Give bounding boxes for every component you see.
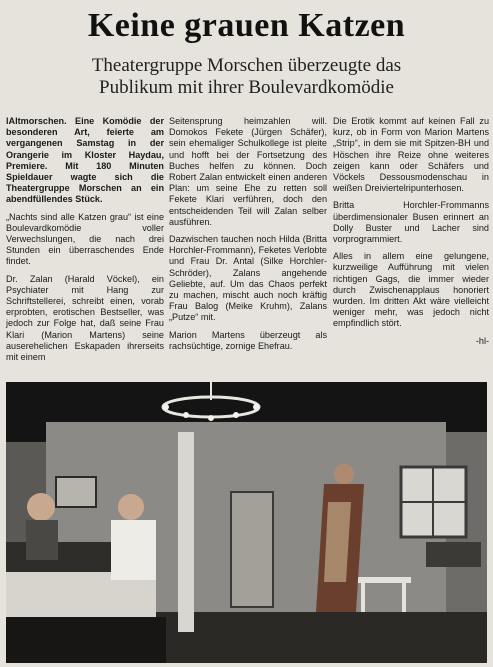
lead-paragraph: lAltmorschen. Eine Komödie der besonderen Art, feierte am vergangenen Samstag in der Orangerie im Kloster Haydau, Premiere. Mit 180 Minuten Spieldauer wagte sich die Theatergruppe Morschen an ein abendfüllendes Stück. bbox=[6, 116, 164, 205]
paragraph: Die Erotik kommt auf keinen Fall zu kurz, ob in Form von Marion Martens „Strip“, in dem sie mit Spitzen-BH und Höschen ihre Reize ohne weiteres zeigen kann oder Schäfers und Vöckels Dessousmodenschau in weißen Dreiviertelripunterhosen. bbox=[333, 116, 489, 194]
paragraph: Marion Martens überzeugt als rachsüchtige, zornige Ehefrau. bbox=[169, 329, 327, 351]
stage-photo-illustration bbox=[6, 382, 487, 663]
subheadline-line-1: Theatergruppe Morschen überzeugte das bbox=[91, 55, 402, 76]
paragraph: „Nachts sind alle Katzen grau“ ist eine Boulevardkomödie voller Verwechslungen, die nach drei Stunden ein überraschendes Ende findet. bbox=[6, 211, 164, 267]
paragraph: Seitensprung heimzahlen will. Domokos Fekete (Jürgen Schäfer), sein ehemaliger Schulkollege ist pleite und hofft bei der Fortsetzung des Buches helfen zu können. Doch Robert Zalan entwickelt einen anderen Plan: um seine Ehe zu retten soll Fekete Klari verführen, doch den entscheidenden Teil will Zalan selber ausführen. bbox=[169, 116, 327, 227]
article-column-3 bbox=[333, 116, 489, 353]
subheadline-line-2: Publikum mit ihrer Boulevardkomödie bbox=[99, 77, 394, 98]
paragraph: Dr. Zalan (Harald Vöckel), ein Psychiater mit Hang zur Schriftstellerei, schreibt einen, vorab erprobten, erotischen Bestseller, was jedoch zur Folge hat, daß seine Frau Klari (Marion Martens) seine auserehelichen Eskapaden ihrerseits mit einem bbox=[6, 273, 164, 363]
paragraph: Dazwischen tauchen noch Hilda (Britta Horchler-Frommann), Feketes Verlobte und Frau Dr. Antal (Silke Horchler-Schröder), Zalans angehende Geliebte, auf. Um das Chaos perfekt zu machen, mischt auch noch kräftig Frau Balog (Meike Kruhm), Zalans „Putze“ mit. bbox=[169, 234, 327, 323]
article-column-2 bbox=[169, 116, 327, 358]
author-signature: -hl- bbox=[475, 335, 489, 346]
paragraph: Britta Horchler-Frommanns überdimensionaler Busen erinnert an Dolly Buster und Lacher sind vorprogrammiert. bbox=[333, 200, 489, 245]
stage-photo bbox=[6, 382, 487, 663]
article-column-1 bbox=[6, 116, 164, 369]
subheadline bbox=[0, 55, 493, 99]
paragraph: Alles in allem eine gelungene, kurzweilige Aufführung mit vielen richtigen Gags, die immer wieder durch Zwischenapplaus honoriert wurden. Im dritten Akt wäre vielleicht weniger mehr, was jedoch nicht empfindlich stört. bbox=[333, 251, 489, 329]
headline: Keine grauen Katzen bbox=[87, 7, 406, 44]
